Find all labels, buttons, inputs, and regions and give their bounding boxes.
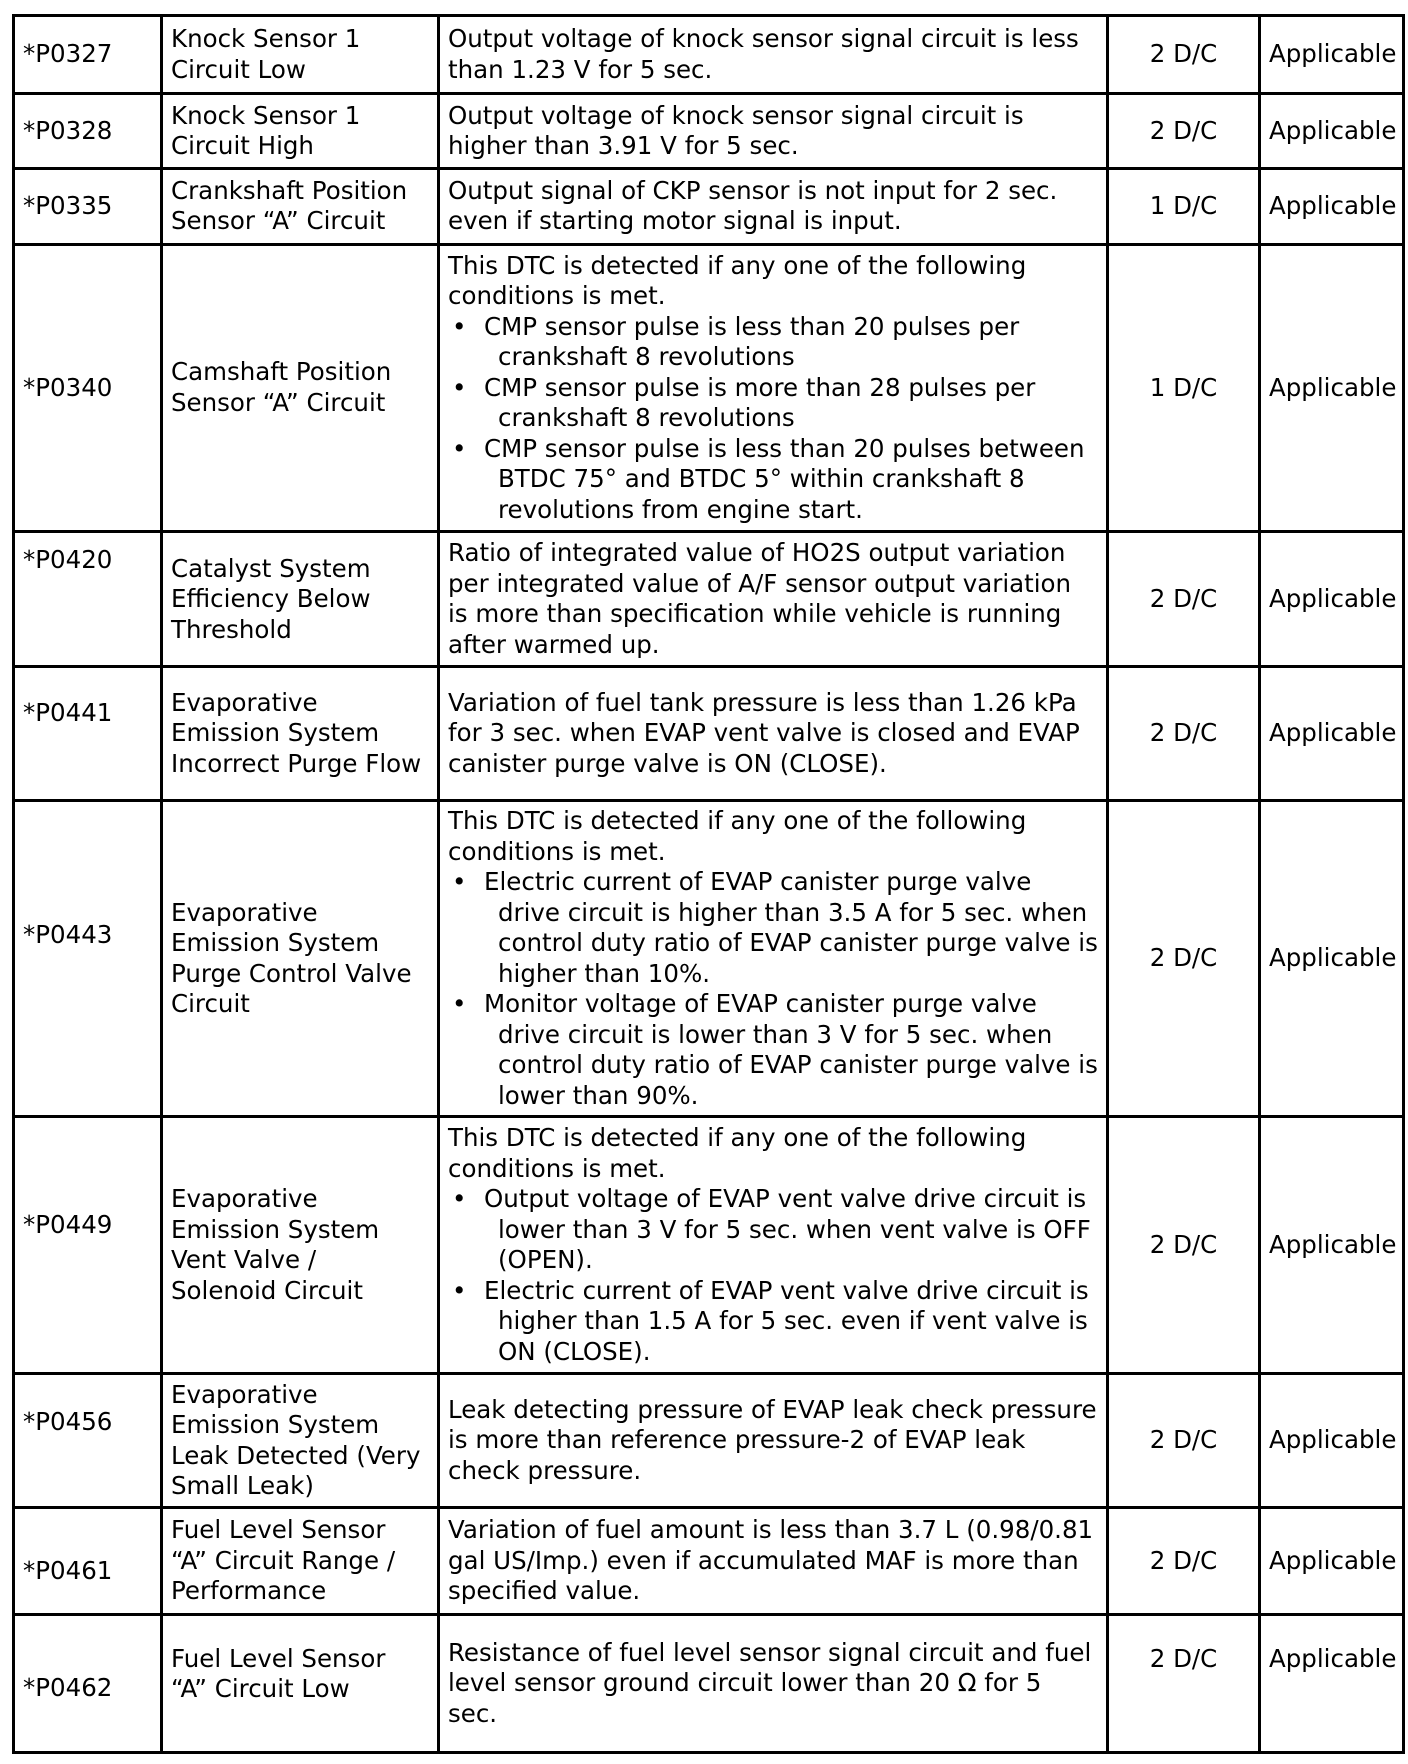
condition-item: • CMP sensor pulse is less than 20 pulses per crankshaft 8 revolutions: [448, 312, 1098, 373]
mil-applicable: Applicable: [1261, 1509, 1402, 1615]
dtc-description: Variation of fuel amount is less than 3.7 L (0.98/0.81 gal US/Imp.) even if accumulated MAF is more than specified value.: [440, 1509, 1109, 1615]
detection-trip: 1 D/C: [1109, 170, 1261, 245]
table-row: [15, 1118, 1402, 1375]
condition-list: [448, 312, 1098, 526]
dtc-name: Fuel Level Sensor “A” Circuit Low: [163, 1616, 440, 1751]
dtc-code: *P0456: [15, 1375, 163, 1509]
dtc-description: Output voltage of knock sensor signal circuit is less than 1.23 V for 5 sec.: [440, 17, 1109, 95]
mil-applicable: Applicable: [1261, 668, 1402, 801]
dtc-code: *P0328: [15, 95, 163, 170]
mil-applicable: Applicable: [1261, 1375, 1402, 1509]
dtc-name: Camshaft Position Sensor “A” Circuit: [163, 246, 440, 534]
dtc-name: Evaporative Emission System Leak Detected (Very Small Leak): [163, 1375, 440, 1509]
detection-trip: 2 D/C: [1109, 1616, 1261, 1751]
dtc-code: *P0335: [15, 170, 163, 245]
dtc-code: *P0443: [15, 802, 163, 1119]
dtc-code: *P0420: [15, 533, 163, 668]
dtc-description: Variation of fuel tank pressure is less than 1.26 kPa for 3 sec. when EVAP vent valve is closed and EVAP canister purge valve is ON (CLOSE).: [440, 668, 1109, 801]
condition-item: • Electric current of EVAP vent valve drive circuit is higher than 1.5 A for 5 sec. even if vent valve is ON (CLOSE).: [448, 1276, 1098, 1368]
detection-trip: 2 D/C: [1109, 533, 1261, 668]
dtc-name: Catalyst System Efficiency Below Threshold: [163, 533, 440, 668]
detection-trip: 2 D/C: [1109, 1375, 1261, 1509]
detection-trip: 2 D/C: [1109, 1118, 1261, 1375]
dtc-name: Evaporative Emission System Purge Control Valve Circuit: [163, 802, 440, 1119]
detection-trip: 2 D/C: [1109, 17, 1261, 95]
mil-applicable: Applicable: [1261, 533, 1402, 668]
mil-applicable: Applicable: [1261, 95, 1402, 170]
table-row: [15, 246, 1402, 534]
detection-trip: 2 D/C: [1109, 1509, 1261, 1615]
dtc-description: Ratio of integrated value of HO2S output variation per integrated value of A/F sensor output variation is more than specification while vehicle is running after warmed up.: [440, 533, 1109, 668]
detection-trip: 2 D/C: [1109, 95, 1261, 170]
dtc-code: *P0462: [15, 1616, 163, 1751]
table-row: [15, 668, 1402, 801]
dtc-name: Evaporative Emission System Incorrect Purge Flow: [163, 668, 440, 801]
description-intro: This DTC is detected if any one of the following conditions is met.: [448, 250, 1027, 311]
condition-item: • Electric current of EVAP canister purge valve drive circuit is higher than 3.5 A for 5 sec. when control duty ratio of EVAP canister purge valve is higher than 10%.: [448, 867, 1098, 989]
dtc-code: *P0461: [15, 1509, 163, 1615]
detection-trip: 1 D/C: [1109, 246, 1261, 534]
dtc-name: Evaporative Emission System Vent Valve / Solenoid Circuit: [163, 1118, 440, 1375]
dtc-table: [12, 14, 1405, 1754]
dtc-description: Output voltage of knock sensor signal circuit is higher than 3.91 V for 5 sec.: [440, 95, 1109, 170]
dtc-name: Fuel Level Sensor “A” Circuit Range / Performance: [163, 1509, 440, 1615]
mil-applicable: Applicable: [1261, 246, 1402, 534]
table-row: [15, 1375, 1402, 1509]
condition-item: • Monitor voltage of EVAP canister purge valve drive circuit is lower than 3 V for 5 sec. when control duty ratio of EVAP canister purge valve is lower than 90%.: [448, 989, 1098, 1111]
dtc-name: Knock Sensor 1 Circuit Low: [163, 17, 440, 95]
dtc-code: *P0441: [15, 668, 163, 801]
condition-list: [448, 1184, 1098, 1367]
mil-applicable: Applicable: [1261, 802, 1402, 1119]
dtc-code: *P0449: [15, 1118, 163, 1375]
dtc-name: Knock Sensor 1 Circuit High: [163, 95, 440, 170]
detection-trip: 2 D/C: [1109, 668, 1261, 801]
mil-applicable: Applicable: [1269, 1643, 1397, 1673]
dtc-code: *P0340: [15, 246, 163, 534]
dtc-description: Resistance of fuel level sensor signal circuit and fuel level sensor ground circuit lower than 20 Ω for 5 sec.: [440, 1616, 1109, 1751]
dtc-code: *P0327: [15, 17, 163, 95]
table-row: [15, 17, 1402, 95]
table-row: [15, 1509, 1402, 1615]
description-intro: This DTC is detected if any one of the following conditions is met.: [448, 1123, 1027, 1183]
table-row: [15, 1616, 1402, 1751]
dtc-description: Leak detecting pressure of EVAP leak check pressure is more than reference pressure-2 of EVAP leak check pressure.: [440, 1375, 1109, 1509]
mil-applicable: Applicable: [1261, 17, 1402, 95]
condition-item: • CMP sensor pulse is less than 20 pulses between BTDC 75° and BTDC 5° within crankshaft 8 revolutions from engine start.: [448, 434, 1098, 526]
mil-applicable: Applicable: [1261, 170, 1402, 245]
dtc-description: [440, 246, 1109, 534]
dtc-description: [440, 1118, 1109, 1375]
dtc-description: Output signal of CKP sensor is not input for 2 sec. even if starting motor signal is input.: [440, 170, 1109, 245]
table-row: [15, 802, 1402, 1119]
mil-applicable: Applicable: [1261, 1118, 1402, 1375]
table-row: [15, 533, 1402, 668]
dtc-description: [440, 802, 1109, 1119]
condition-list: [448, 867, 1098, 1111]
condition-item: • CMP sensor pulse is more than 28 pulses per crankshaft 8 revolutions: [448, 373, 1098, 434]
detection-trip: 2 D/C: [1109, 802, 1261, 1119]
table-row: [15, 95, 1402, 170]
table-row: [15, 170, 1402, 245]
condition-item: • Output voltage of EVAP vent valve drive circuit is lower than 3 V for 5 sec. when vent valve is OFF (OPEN).: [448, 1184, 1098, 1276]
dtc-name: Crankshaft Position Sensor “A” Circuit: [163, 170, 440, 245]
description-intro: This DTC is detected if any one of the following conditions is met.: [448, 806, 1027, 866]
